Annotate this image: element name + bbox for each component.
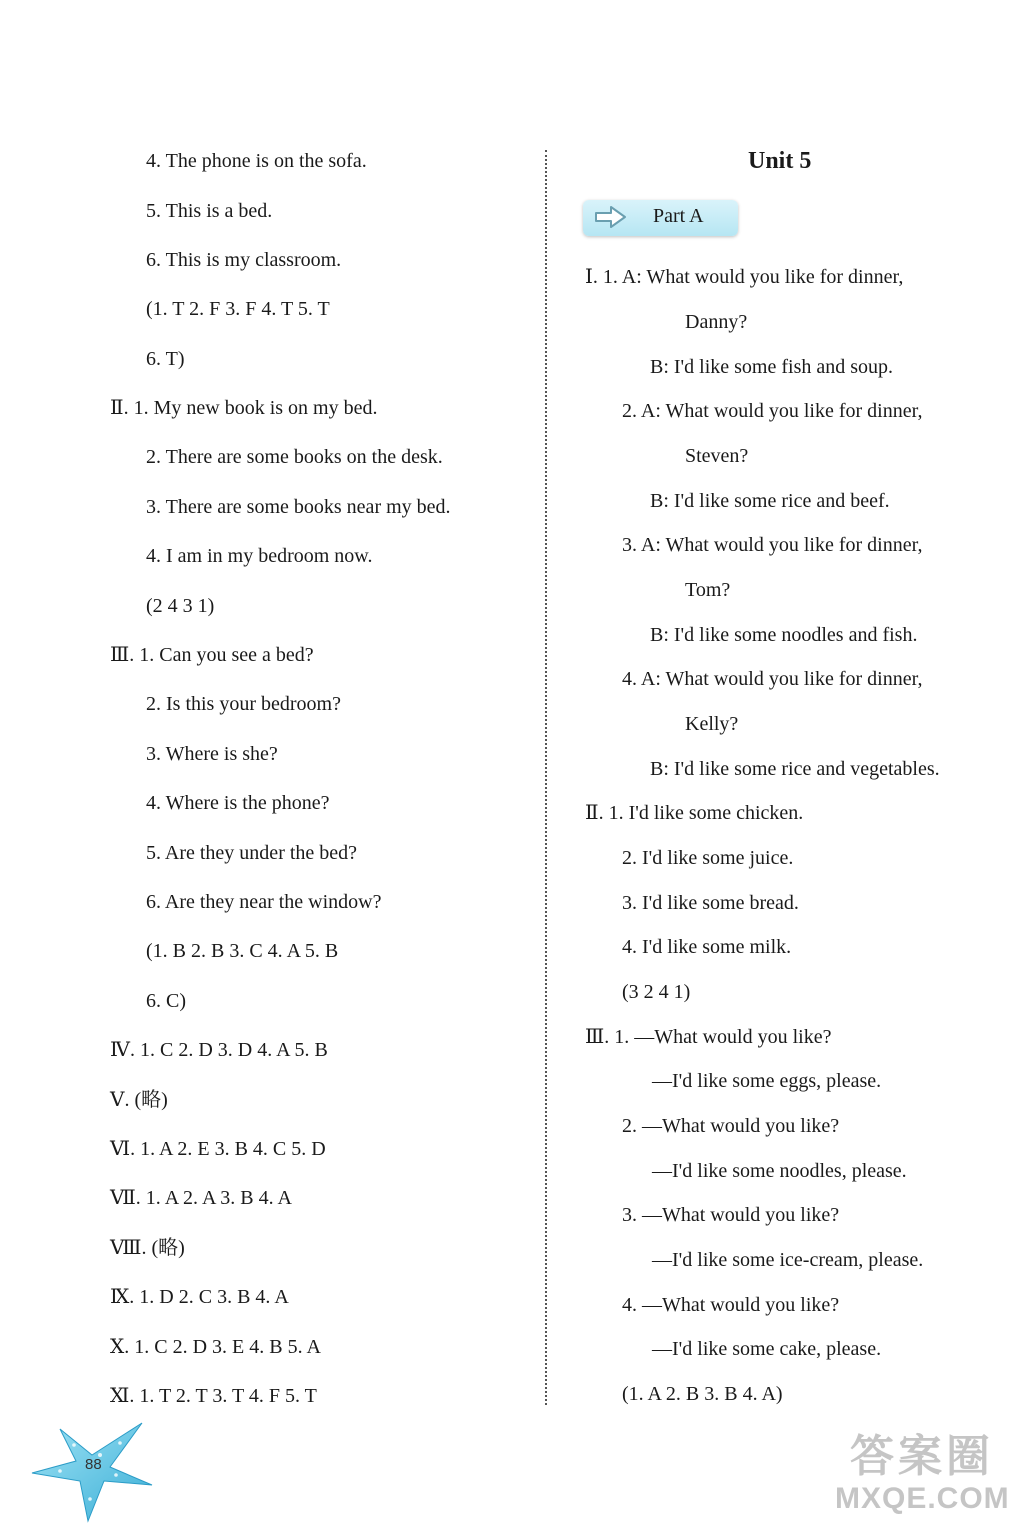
right-line-10: 4. A: What would you like for dinner, xyxy=(622,668,923,690)
right-line-16: 4. I'd like some milk. xyxy=(622,936,792,958)
right-line-19: —I'd like some eggs, please. xyxy=(652,1070,882,1092)
right-line-7: 3. A: What would you like for dinner, xyxy=(622,534,923,556)
right-line-5: Steven? xyxy=(685,445,749,467)
right-line-25: —I'd like some cake, please. xyxy=(652,1338,882,1360)
right-line-9: B: I'd like some noodles and fish. xyxy=(650,624,918,646)
left-line-19: Ⅳ. 1. C 2. D 3. D 4. A 5. B xyxy=(110,1039,328,1061)
arrow-right-icon xyxy=(593,204,629,230)
left-line-7: 2. There are some books on the desk. xyxy=(146,446,443,468)
part-label: Part A xyxy=(653,205,704,227)
left-line-18: 6. C) xyxy=(146,990,186,1012)
right-line-26: (1. A 2. B 3. B 4. A) xyxy=(622,1383,783,1405)
left-line-22: Ⅶ. 1. A 2. A 3. B 4. A xyxy=(110,1187,292,1209)
part-banner xyxy=(583,200,738,236)
right-line-2: Danny? xyxy=(685,311,748,333)
right-line-12: B: I'd like some rice and vegetables. xyxy=(650,758,940,780)
right-line-21: —I'd like some noodles, please. xyxy=(652,1160,907,1182)
left-line-10: (2 4 3 1) xyxy=(146,595,215,617)
column-divider xyxy=(545,150,547,1405)
left-line-14: 4. Where is the phone? xyxy=(146,792,330,814)
left-line-1: 4. The phone is on the sofa. xyxy=(146,150,367,172)
left-line-9: 4. I am in my bedroom now. xyxy=(146,545,373,567)
right-line-6: B: I'd like some rice and beef. xyxy=(650,490,890,512)
right-line-13: Ⅱ. 1. I'd like some chicken. xyxy=(585,802,804,824)
left-line-6: Ⅱ. 1. My new book is on my bed. xyxy=(110,397,378,419)
right-line-1: Ⅰ. 1. A: What would you like for dinner, xyxy=(585,266,904,288)
left-line-11: Ⅲ. 1. Can you see a bed? xyxy=(110,644,314,666)
right-line-18: Ⅲ. 1. —What would you like? xyxy=(585,1026,832,1048)
left-line-26: Ⅺ. 1. T 2. T 3. T 4. F 5. T xyxy=(110,1385,317,1407)
left-line-23: Ⅷ. (略) xyxy=(110,1237,185,1259)
right-line-20: 2. —What would you like? xyxy=(622,1115,840,1137)
left-line-5: 6. T) xyxy=(146,348,185,370)
left-line-24: Ⅸ. 1. D 2. C 3. B 4. A xyxy=(110,1286,289,1308)
right-line-14: 2. I'd like some juice. xyxy=(622,847,794,869)
watermark-chinese: 答案圈 xyxy=(850,1432,994,1481)
right-line-15: 3. I'd like some bread. xyxy=(622,892,799,914)
left-line-20: Ⅴ. (略) xyxy=(110,1089,168,1111)
right-line-24: 4. —What would you like? xyxy=(622,1294,840,1316)
right-line-4: 2. A: What would you like for dinner, xyxy=(622,400,923,422)
watermark xyxy=(830,1420,1030,1530)
left-line-4: (1. T 2. F 3. F 4. T 5. T xyxy=(146,298,330,320)
left-line-17: (1. B 2. B 3. C 4. A 5. B xyxy=(146,940,339,962)
left-line-12: 2. Is this your bedroom? xyxy=(146,693,341,715)
left-line-15: 5. Are they under the bed? xyxy=(146,842,358,864)
watermark-latin: MXQE.COM xyxy=(835,1482,1010,1515)
right-line-8: Tom? xyxy=(685,579,731,601)
page-number: 88 xyxy=(85,1456,102,1473)
right-line-23: —I'd like some ice-cream, please. xyxy=(652,1249,924,1271)
right-line-22: 3. —What would you like? xyxy=(622,1204,840,1226)
left-line-8: 3. There are some books near my bed. xyxy=(146,496,451,518)
right-line-11: Kelly? xyxy=(685,713,739,735)
right-line-3: B: I'd like some fish and soup. xyxy=(650,356,894,378)
unit-title: Unit 5 xyxy=(748,148,812,174)
left-line-2: 5. This is a bed. xyxy=(146,200,273,222)
left-line-13: 3. Where is she? xyxy=(146,743,278,765)
right-line-17: (3 2 4 1) xyxy=(622,981,691,1003)
left-line-16: 6. Are they near the window? xyxy=(146,891,382,913)
left-line-21: Ⅵ. 1. A 2. E 3. B 4. C 5. D xyxy=(110,1138,326,1160)
left-line-25: Ⅹ. 1. C 2. D 3. E 4. B 5. A xyxy=(110,1336,321,1358)
left-line-3: 6. This is my classroom. xyxy=(146,249,342,271)
